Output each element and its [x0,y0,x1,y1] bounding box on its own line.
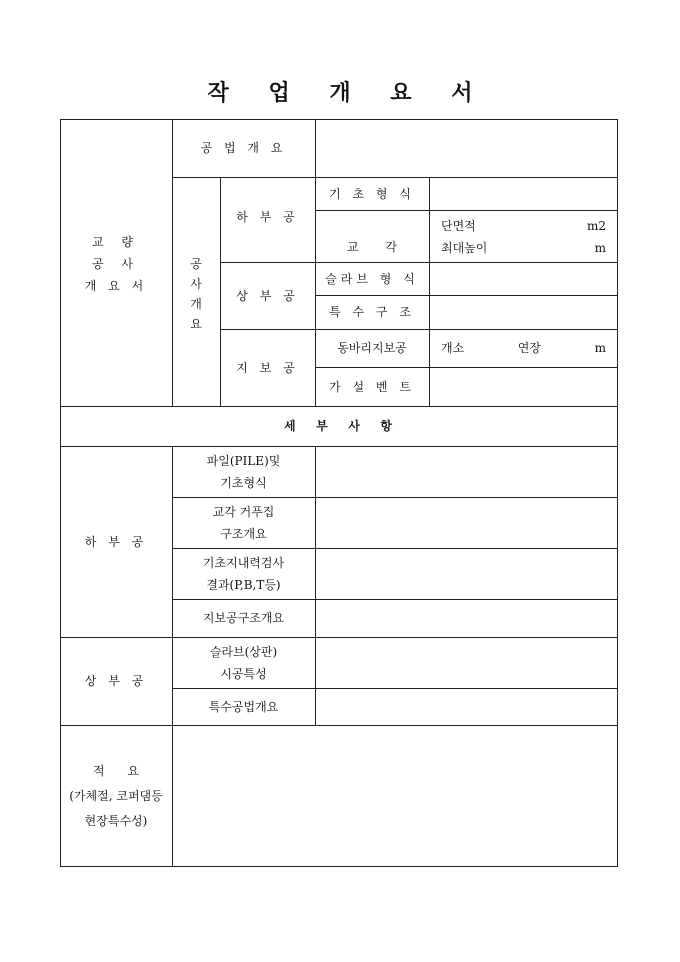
slab-features-label [172,637,315,688]
max-height-label: 최대높이 [441,240,488,255]
remarks-label [60,725,172,867]
construction-overview-label [172,239,220,349]
pier-formwork-label [172,497,315,548]
overview-char-3: 개 [190,297,202,311]
special-structure-label: 특 수 구 조 [329,305,415,319]
remarks-line-2: (가체절, 코퍼댐등 [69,788,163,803]
shoring-count-length [429,329,618,367]
remarks-line-1: 적 요 [92,763,140,778]
support-work-label: 지 보 공 [236,360,299,375]
cross-section-label: 단면적 [441,218,476,233]
details-substructure-label: 하 부 공 [84,534,148,549]
bridge-overview-label [60,219,172,309]
slab-label-line-1: 슬라브(상판) [209,644,278,659]
method-overview-label: 공 법 개 요 [200,141,287,155]
bridge-label-line-1: 교 량 [92,235,140,249]
substructure-label: 하 부 공 [236,210,299,224]
pile-foundation-label [172,446,315,497]
bridge-label-line-2: 공 사 [92,257,140,271]
abutment-label: 교 각 [347,240,397,254]
length-label: 연장 [517,341,541,355]
bridge-label-line-3: 개 요 서 [84,279,148,293]
details-superstructure-label: 상 부 공 [84,674,148,688]
document-title: 작 업 개 요 서 [207,80,489,106]
work-overview-table [60,119,618,867]
overview-char-4: 요 [190,317,202,331]
bearing-test-label [172,548,315,599]
bearing-label-line-1: 기초지내력검사 [202,555,285,570]
overview-char-2: 사 [190,277,202,291]
slab-type-label: 슬라브 형 식 [325,271,419,286]
details-header: 세 부 사 항 [284,419,394,433]
special-method-label: 특수공법개요 [208,699,279,714]
pier-label-line-1: 교각 거푸집 [212,504,275,519]
cross-section-unit: m2 [586,218,606,233]
bearing-label-line-2: 결과(P,B,T등) [206,577,281,592]
pile-label-line-1: 파일(PILE)및 [206,453,281,468]
max-height-unit: m [594,240,606,255]
pier-label-line-2: 구조개요 [220,526,267,541]
pile-label-line-2: 기초형식 [220,475,267,490]
abutment-dimensions [429,211,618,262]
remarks-line-3: 현장특수성) [84,813,148,828]
length-unit: m [594,341,606,355]
superstructure-label: 상 부 공 [236,288,299,303]
count-label: 개소 [441,341,465,355]
slab-label-line-2: 시공특성 [220,666,267,681]
shoring-label: 동바리지보공 [337,341,407,355]
support-structure-label: 지보공구조개요 [202,611,285,625]
foundation-type-label: 기 초 형 식 [329,186,415,201]
overview-char-1: 공 [190,257,202,271]
temporary-bent-label: 가 설 벤 트 [329,379,415,394]
